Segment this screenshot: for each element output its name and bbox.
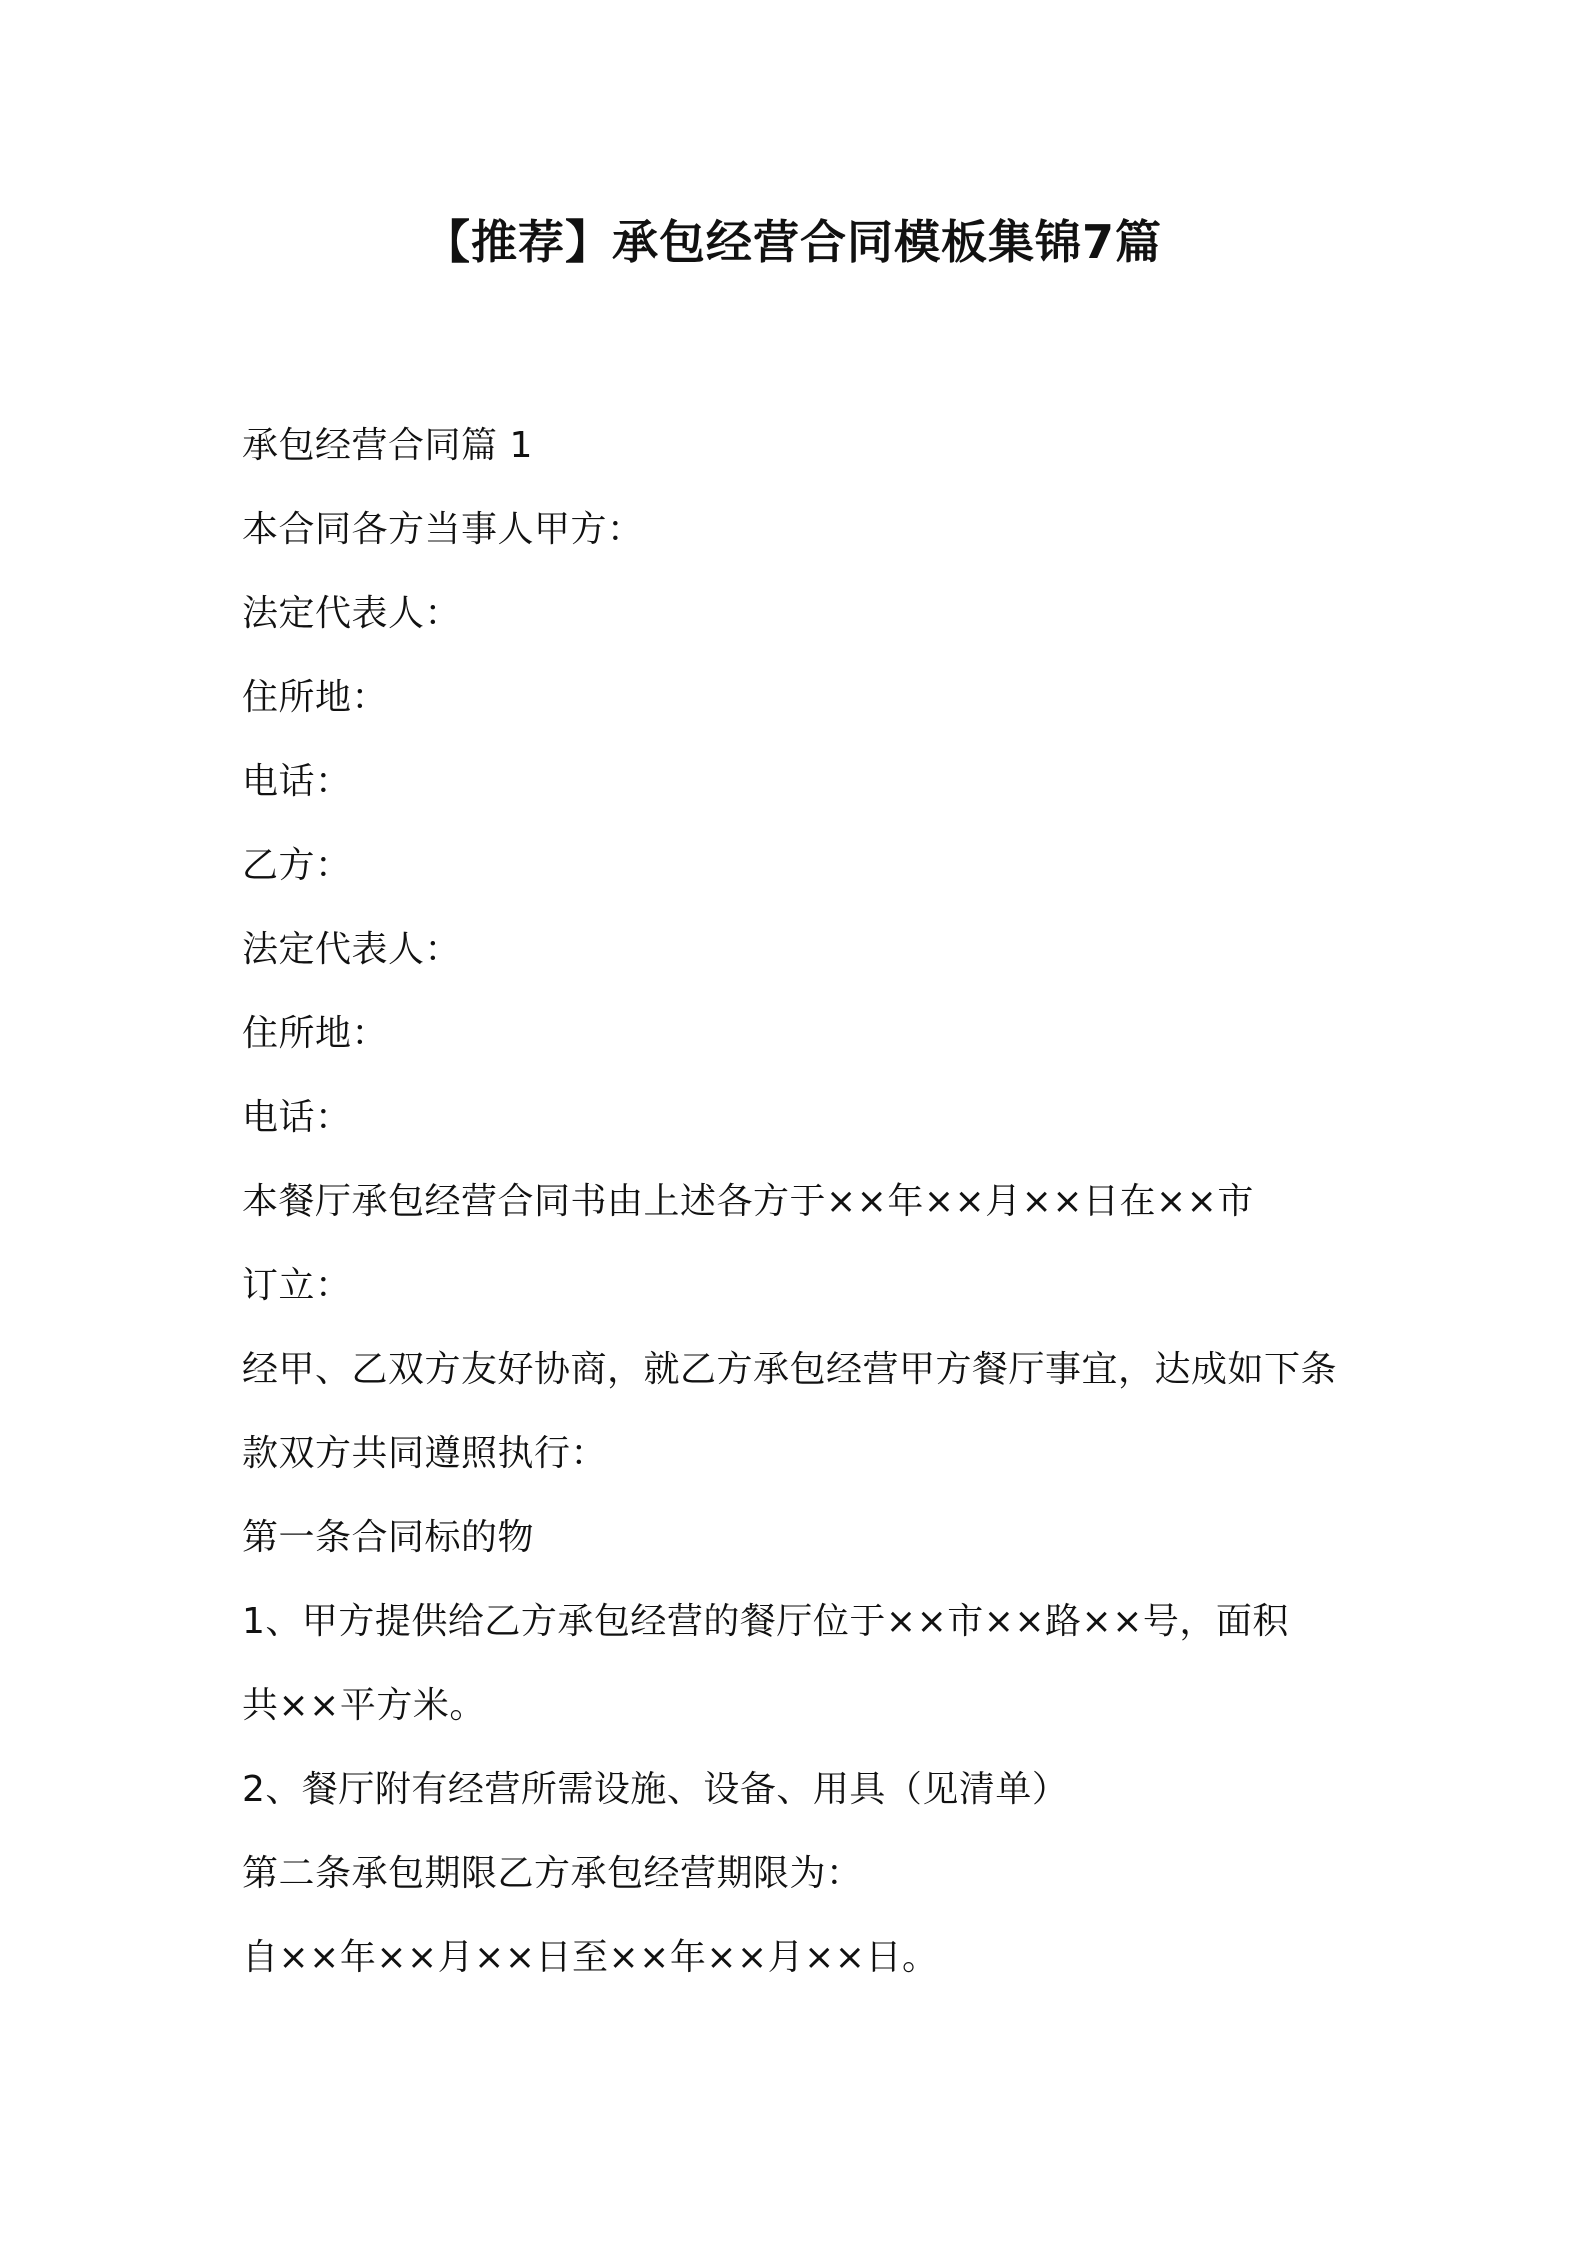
party-b-phone: 电话： (242, 1097, 352, 1138)
party-b-legal-rep: 法定代表人： (242, 929, 462, 970)
party-a-address: 住所地： (242, 677, 389, 718)
contract-paragraph: 订立： (242, 1265, 352, 1306)
party-b-address: 住所地： (242, 1013, 389, 1054)
party-a-label: 本合同各方当事人甲方： (242, 509, 644, 550)
section-heading: 承包经营合同篇 1 (242, 425, 533, 466)
article-heading: 第一条合同标的物 (242, 1517, 535, 1558)
contract-paragraph: 共××平方米。 (242, 1685, 486, 1726)
party-b-label: 乙方： (242, 845, 352, 886)
contract-paragraph: 自××年××月××日至××年××月××日。 (242, 1937, 939, 1978)
party-a-phone: 电话： (242, 761, 352, 802)
article-heading: 第二条承包期限乙方承包经营期限为： (242, 1853, 863, 1894)
contract-paragraph: 本餐厅承包经营合同书由上述各方于××年××月××日在××市 (242, 1181, 1254, 1222)
contract-paragraph: 经甲、乙双方友好协商，就乙方承包经营甲方餐厅事宜，达成如下条 (242, 1349, 1338, 1390)
contract-paragraph: 1、甲方提供给乙方承包经营的餐厅位于××市××路××号，面积 (242, 1601, 1289, 1642)
party-a-legal-rep: 法定代表人： (242, 593, 462, 634)
contract-paragraph: 2、餐厅附有经营所需设施、设备、用具（见清单） (242, 1769, 1069, 1810)
document-title: 【推荐】承包经营合同模板集锦7篇 (423, 215, 1162, 269)
contract-paragraph: 款双方共同遵照执行： (242, 1433, 608, 1474)
document-body (242, 404, 1362, 2000)
